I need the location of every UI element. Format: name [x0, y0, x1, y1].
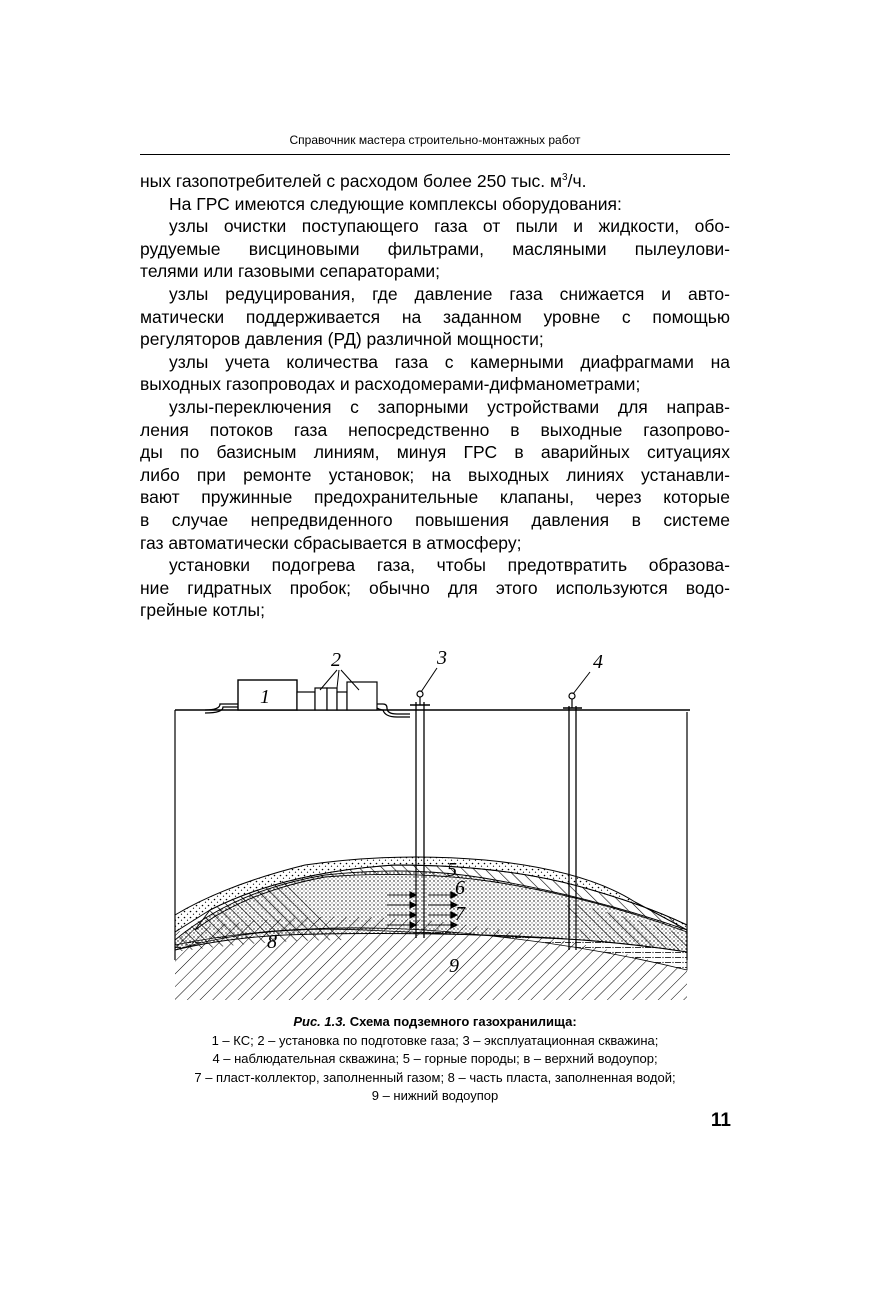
figure-caption: [120, 1013, 750, 1106]
body-text: [140, 170, 730, 622]
paragraph-6-line-5: вают пружинные предохранительные клапаны, через которые: [140, 487, 730, 508]
paragraph-7-line-1: установки подогрева газа, чтобы предотвратить образова-: [169, 555, 730, 576]
paragraph-1: ных газопотребителей с расходом более 250 тыс. $м^3/ч$.: [140, 171, 587, 191]
page-number: 11: [710, 1110, 731, 1131]
running-header: Справочник мастера строительно-монтажных работ: [289, 133, 581, 147]
label-4: 4: [593, 651, 603, 673]
gas-storage-diagram: [165, 640, 705, 1010]
paragraph-5-line-1: узлы учета количества газа с камерными диафрагмами на: [169, 351, 730, 372]
compressor-station: [205, 680, 297, 713]
paragraph-5-line-2: выходных газопроводах и расходомерами-дифманометрами;: [140, 374, 641, 395]
paragraph-4-line-3: регуляторов давления (РД) различной мощности;: [140, 329, 544, 350]
paragraph-2: На ГРС имеются следующие комплексы оборудования:: [169, 193, 622, 214]
label-8: 8: [267, 931, 277, 953]
label-3: 3: [437, 647, 447, 669]
paragraph-3-line-1: узлы очистки поступающего газа от пыли и жидкости, обо-: [169, 216, 730, 237]
label-7: 7: [455, 903, 465, 925]
caption-line-4: 9 – нижний водоупор: [371, 1088, 499, 1104]
label-5: 5: [447, 859, 457, 881]
paragraph-6-line-3: ды по базисным линиям, минуя ГРС в аварийных ситуациях: [140, 442, 730, 463]
label-1: 1: [260, 686, 270, 708]
paragraph-6-line-6: в случае непредвиденного повышения давления в системе: [140, 509, 730, 530]
caption-line-2: 4 – наблюдательная скважина; 5 – горные породы; в – верхний водоупор;: [212, 1051, 658, 1067]
label-2: 2: [331, 649, 341, 671]
paragraph-6-line-7: газ автоматически сбрасывается в атмосферу;: [140, 532, 522, 553]
paragraph-6-line-4: либо при ремонте установок; на выходных линиях устанавли-: [140, 464, 730, 485]
caption-line-1: 1 – КС; 2 – установка по подготовке газа; 3 – эксплуатационная скважина;: [211, 1032, 659, 1048]
paragraph-3-line-3: телями или газовыми сепараторами;: [140, 261, 441, 282]
header-rule: [140, 154, 730, 155]
paragraph-7-line-3: грейные котлы;: [140, 600, 265, 621]
paragraph-7-line-2: ние гидратных пробок; обычно для этого используются водо-: [140, 577, 730, 598]
label-6: 6: [455, 877, 465, 899]
paragraph-4-line-2: матически поддерживается на заданном уровне с помощью: [140, 306, 730, 327]
paragraph-6-line-2: ления потоков газа непосредственно в выходные газопрово-: [140, 419, 730, 440]
caption-line-3: 7 – пласт-коллектор, заполненный газом; 8 – часть пласта, заполненная водой;: [194, 1069, 676, 1085]
caption-title: Рис. 1.3. Схема подземного газохранилища:: [293, 1014, 577, 1029]
label-9: 9: [449, 955, 459, 977]
paragraph-6-line-1: узлы-переключения с запорными устройствами для направ-: [169, 396, 730, 417]
paragraph-3-line-2: рудуемые висциновыми фильтрами, масляными пылеулови-: [140, 238, 730, 259]
paragraph-4-line-1: узлы редуцирования, где давление газа снижается и авто-: [169, 283, 730, 304]
